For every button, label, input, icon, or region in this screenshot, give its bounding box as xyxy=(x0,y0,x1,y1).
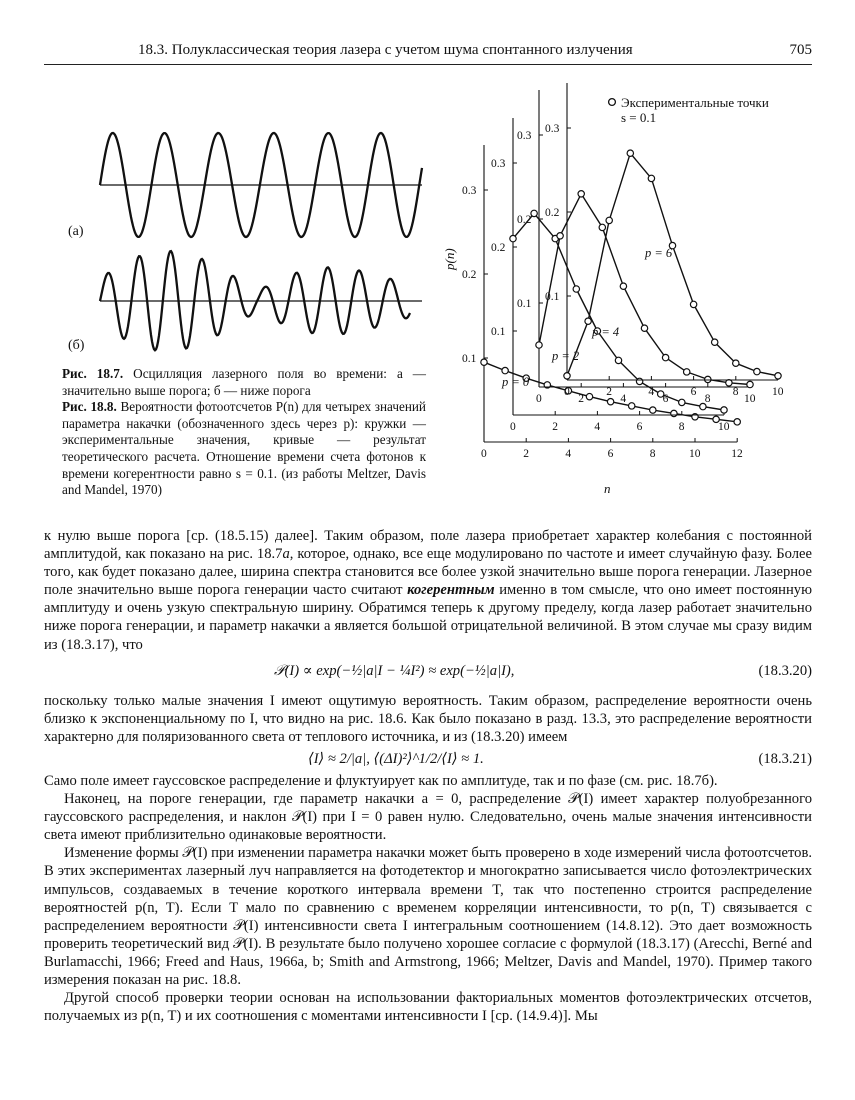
x-tick-label: 4 xyxy=(565,448,572,460)
caption-18-7-text: Осцилляция лазерного поля во времени: а — значительно выше порога; б — ниже порога xyxy=(62,366,426,398)
equation-formula: 𝒫(I) ∝ exp(−½|a|I − ¼I²) ≈ exp(−½|a|I), xyxy=(274,662,515,679)
data-point xyxy=(510,235,516,241)
p1-part-c: именно в том смысле, что оно имеет постоянную амплитуду и очень узкую спектральную ширину. Обратимся теперь к другому пределу, когда лазер работает значительно ниже порога генерации, и параметр накачки a является большой отрицательной величиной. В этом случае мы сразу видим из (18.3.17), что xyxy=(44,582,812,653)
data-point xyxy=(705,376,711,382)
data-point xyxy=(636,378,642,384)
page-number: 705 xyxy=(789,42,812,58)
caption-18-8-label: Рис. 18.8. xyxy=(62,399,117,415)
equation-18-3-20 xyxy=(44,654,812,692)
equation-formula: ⟨I⟩ ≈ 2/|a|, ⟨(ΔI)²⟩^1/2/⟨I⟩ ≈ 1. xyxy=(308,750,484,767)
x-tick-label: 2 xyxy=(578,393,584,405)
x-tick-label: 4 xyxy=(620,393,627,405)
fig187a-label: (а) xyxy=(68,224,84,239)
caption-18-8 xyxy=(62,399,426,499)
x-tick-label: 0 xyxy=(481,448,487,460)
paragraph-2: поскольку только малые значения I имеют ощутимую вероятность. Таким образом, распределение вероятности очень близко к экспоненциальному по I, что видно на рис. 18.6. Как было показано в разд. 13.3, это распределение вероятности характерно для поляризованного света от теплового источника, и из (18.3.20) имеем xyxy=(44,692,812,745)
y-tick-label: 0.1 xyxy=(517,298,532,310)
p1-emphasis: когерентным xyxy=(407,582,495,599)
fig187b-label: (б) xyxy=(68,338,85,353)
p1-part-b: , которое, однако, все еще модулировано по частоте и имеет случайную фазу. Более того, как будет показано далее, ширина спектра становится все более узкой значительно выше порога генерации. Лазерное поле значительно выше порога генерации часто считают xyxy=(44,546,812,599)
paragraph-1 xyxy=(44,527,812,654)
legend-entry-points: Экспериментальные точки xyxy=(621,95,769,110)
paragraph-3: Само поле имеет гауссовское распределение и флуктуирует как по амплитуде, так и по фазе (см. рис. 18.7б). xyxy=(44,772,718,789)
data-point xyxy=(615,357,621,363)
data-point xyxy=(721,407,727,413)
data-point xyxy=(585,318,591,324)
y-tick-label: 0.3 xyxy=(491,158,506,170)
y-tick-label: 0.3 xyxy=(545,123,560,135)
x-tick-label: 10 xyxy=(718,421,730,433)
x-tick-label: 6 xyxy=(636,421,643,433)
data-point xyxy=(502,367,508,373)
data-point xyxy=(754,368,760,374)
data-point xyxy=(586,393,592,399)
y-tick-label: 0.2 xyxy=(462,269,477,281)
paragraph-6: Другой способ проверки теории основан на использовании факториальных моментов фотоэлектрических отсчетов, получаемых из p(n, T) и их соотношения с моментами интенсивности I [ср. (14.9.4)]. Мы xyxy=(44,990,812,1025)
series-label: p = 6 xyxy=(645,246,673,260)
caption-18-7-label: Рис. 18.7. xyxy=(62,366,124,381)
p1-italic: а xyxy=(282,546,290,563)
data-point xyxy=(578,191,584,197)
data-point xyxy=(627,150,633,156)
x-tick-label: 12 xyxy=(731,448,743,460)
caption-18-8-text: Вероятности фотоотсчетов P(n) для четырех значений параметра накачки (обозначенного здесь через p): кружки — экспериментальные значения, кривые — результат теоретического расчета. Отношение времени счета фотонов к времени когерентности равно s = 0.1. (из работы Meltzer, Davis and Mandel, 1970) xyxy=(62,399,426,498)
data-point xyxy=(481,359,487,365)
data-point xyxy=(733,360,739,366)
equation-18-3-21 xyxy=(44,746,812,772)
x-tick-label: 8 xyxy=(678,421,685,433)
series-line xyxy=(567,153,778,376)
paragraph-4: Наконец, на пороге генерации, где параметр накачки a = 0, распределение 𝒫(I) имеет характер полуобрезанного гауссовского распределения, и наклон 𝒫(I) при I = 0 равен нулю. Следовательно, очень малые значения интенсивности света имеют приблизительно одинаковые вероятности. xyxy=(44,791,812,844)
main-text xyxy=(44,527,812,1025)
x-axis-label: n xyxy=(604,481,611,496)
x-tick-label: 2 xyxy=(606,386,612,398)
data-point xyxy=(536,342,542,348)
legend-marker xyxy=(609,99,616,106)
x-tick-label: 4 xyxy=(594,421,601,433)
data-point xyxy=(726,380,732,386)
data-point xyxy=(712,339,718,345)
y-tick-label: 0.1 xyxy=(491,326,506,338)
data-point xyxy=(679,399,685,405)
series-label: p = 4 xyxy=(592,325,620,339)
equation-number: (18.3.21) xyxy=(758,750,812,767)
chart-legend xyxy=(609,95,769,125)
data-point xyxy=(606,217,612,223)
x-tick-label: 0 xyxy=(564,386,570,398)
data-point xyxy=(629,403,635,409)
x-tick-label: 10 xyxy=(772,386,784,398)
data-point xyxy=(564,373,570,379)
data-point xyxy=(671,410,677,416)
p1-part-a: к нулю выше порога [ср. (18.5.15) далее]. Таким образом, поле лазера приобретает характер колебания с постоянной амплитудой, как показано на рис. 18.7 xyxy=(44,528,812,563)
series-label: p = 0 xyxy=(502,375,530,389)
figure-18-8-chart xyxy=(440,80,800,500)
y-tick-label: 0.3 xyxy=(462,185,477,197)
data-point xyxy=(620,283,626,289)
data-point xyxy=(599,224,605,230)
x-tick-label: 6 xyxy=(690,386,697,398)
data-point xyxy=(734,419,740,425)
caption-18-7 xyxy=(62,366,426,399)
data-point xyxy=(684,369,690,375)
series-label: p = 2 xyxy=(552,349,580,363)
y-tick-label: 0.3 xyxy=(517,130,532,142)
data-point xyxy=(662,354,668,360)
header-title: 18.3. Полуклассическая теория лазера с учетом шума спонтанного излучения xyxy=(138,42,633,58)
x-tick-label: 0 xyxy=(536,393,542,405)
data-point xyxy=(607,398,613,404)
legend-entry-s: s = 0.1 xyxy=(621,110,657,125)
x-tick-label: 8 xyxy=(704,393,711,405)
x-tick-label: 2 xyxy=(523,448,529,460)
x-tick-label: 6 xyxy=(662,393,669,405)
x-tick-label: 4 xyxy=(648,386,655,398)
x-tick-label: 10 xyxy=(689,448,701,460)
figure-captions xyxy=(62,366,426,499)
data-point xyxy=(531,210,537,216)
y-tick-label: 0.2 xyxy=(491,242,506,254)
data-point xyxy=(747,381,753,387)
x-tick-label: 8 xyxy=(649,448,656,460)
y-tick-label: 0.2 xyxy=(545,207,560,219)
data-point xyxy=(573,286,579,292)
x-tick-label: 0 xyxy=(510,421,516,433)
y-axis-label: p(n) xyxy=(442,248,457,270)
equation-number: (18.3.20) xyxy=(758,662,812,679)
data-point xyxy=(775,373,781,379)
x-tick-label: 10 xyxy=(744,393,756,405)
x-tick-label: 8 xyxy=(732,386,739,398)
y-tick-label: 0.2 xyxy=(517,214,532,226)
figure-18-7 xyxy=(60,115,420,395)
header-rule xyxy=(44,64,812,65)
y-tick-label: 0.1 xyxy=(545,291,560,303)
data-point xyxy=(650,407,656,413)
x-tick-label: 2 xyxy=(552,421,558,433)
paragraph-5: Изменение формы 𝒫(I) при изменении параметра накачки может быть проверено в ходе измерений числа фотоотсчетов. В этих экспериментах лазерный луч направляется на фотодетектор и многократно записывается число фотоэлектрических импульсов, создаваемых в течение короткого интервала времени T, так что постепенно строится распределение вероятностей p(n, T). Если T мало по сравнению с временем корреляции интенсивности, то p(n, T) связывается с распределением вероятности 𝒫(I) интенсивности света I интегральным соотношением (14.8.12). Это дает возможность проверить теоретический вид 𝒫(I). В результате было получено хорошее согласие с формулой (18.3.17) (Arecchi, Berné and Burlamacchi, 1966; Freed and Haus, 1966a, b; Smith and Armstrong, 1966; Meltzer, Davis and Mandel, 1970). Пример такого измерения показан на рис. 18.8. xyxy=(44,845,812,988)
data-point xyxy=(690,301,696,307)
data-point xyxy=(641,325,647,331)
data-point xyxy=(648,175,654,181)
data-point xyxy=(557,233,563,239)
x-tick-label: 6 xyxy=(607,448,614,460)
y-tick-label: 0.1 xyxy=(462,353,477,365)
